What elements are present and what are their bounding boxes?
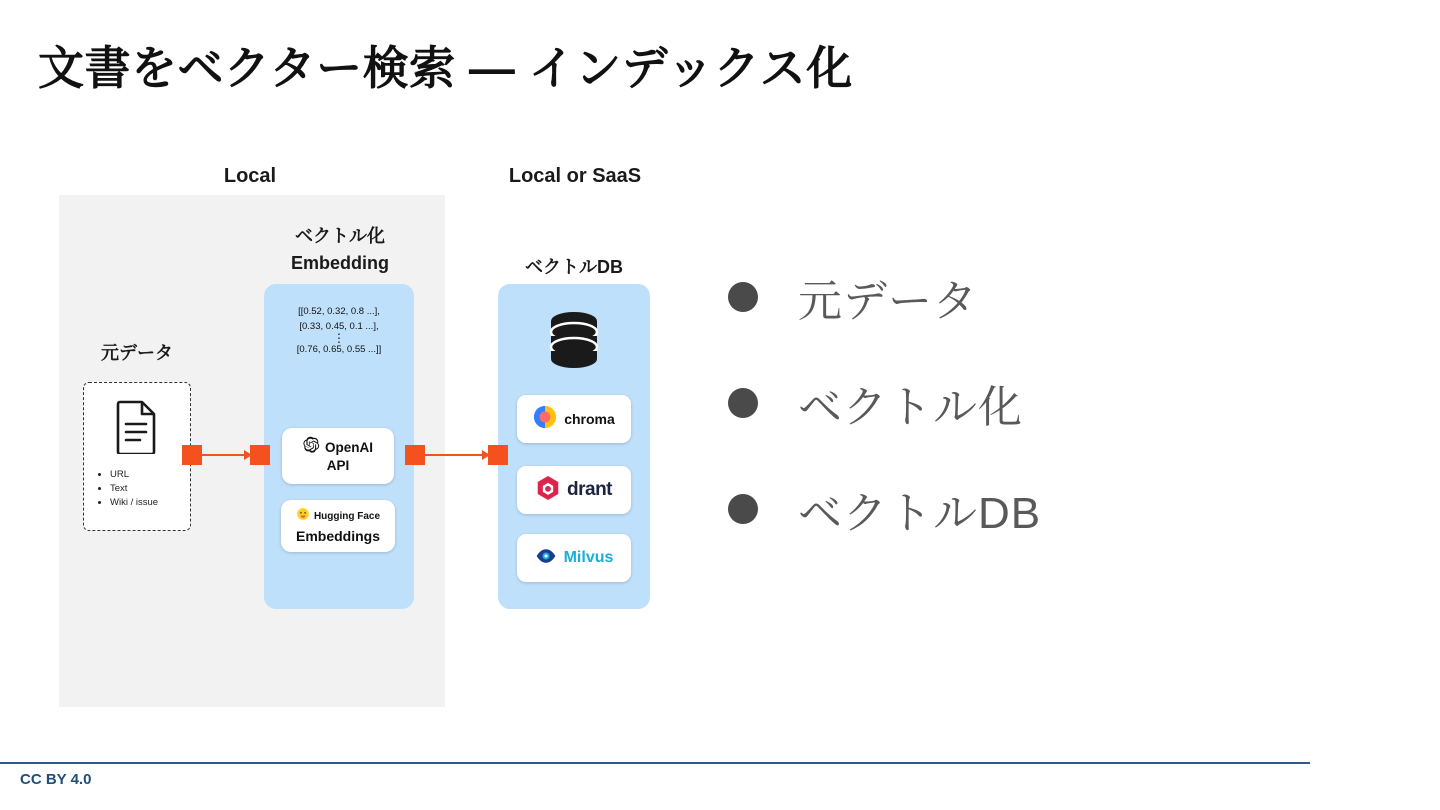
connector-square (405, 445, 425, 465)
license-label: CC BY 4.0 (20, 771, 92, 788)
architecture-diagram (0, 150, 720, 730)
list-item (728, 265, 1378, 329)
vector-line: [[0.52, 0.32, 0.8 ...], (298, 306, 380, 317)
vendor-name-milvus: Milvus (563, 549, 614, 566)
openai-sub: API (326, 458, 350, 473)
source-data-list (96, 468, 158, 510)
vendor-card-chroma[interactable] (517, 395, 631, 443)
list-item: • Text (110, 482, 158, 496)
huggingface-name: Hugging Face (313, 511, 381, 522)
hugging-face-logo-icon (296, 507, 310, 526)
source-data-title: 元データ (101, 343, 173, 363)
bullet-dot-icon (728, 494, 758, 524)
vector-sample-text (264, 305, 414, 358)
database-icon (548, 310, 600, 368)
vendor-card-milvus[interactable] (517, 534, 631, 582)
zone-label-saas: Local or SaaS (508, 165, 642, 187)
bullet-dot-icon (728, 282, 758, 312)
openai-card[interactable] (282, 428, 394, 484)
list-item: • Wiki / issue (110, 496, 158, 510)
list-item: • URL (110, 468, 158, 482)
list-item (728, 371, 1378, 435)
openai-logo-icon (303, 436, 320, 458)
bullet-dot-icon (728, 388, 758, 418)
footer-divider (0, 762, 1310, 764)
chroma-logo-icon (533, 405, 557, 434)
bullet-label: ベクトル化 (798, 383, 1023, 432)
page-title: 文書をベクター検索 — インデックス化 (38, 42, 853, 94)
connector-arrow-line (202, 454, 250, 456)
connector-square (250, 445, 270, 465)
connector-arrow-line (425, 454, 488, 456)
milvus-logo-icon (535, 548, 557, 569)
vendor-card-qdrant[interactable] (517, 466, 631, 514)
bullet-label: 元データ (798, 277, 978, 326)
vector-line: [0.76, 0.65, 0.55 ...]] (296, 344, 382, 355)
vendor-name-qdrant: drant (567, 479, 612, 500)
huggingface-sub: Embeddings (295, 528, 380, 544)
vendor-name-chroma: chroma (564, 411, 615, 427)
connector-square (182, 445, 202, 465)
openai-name: OpenAI (324, 439, 373, 455)
vectordb-title: ベクトルDB (525, 257, 623, 277)
embedding-title-en: Embedding (291, 253, 389, 273)
document-icon (116, 400, 158, 454)
bullet-list (728, 265, 1378, 583)
embedding-title-ja: ベクトル化 (295, 226, 385, 246)
zone-label-local: Local (223, 165, 277, 187)
vector-line: [0.33, 0.45, 0.1 ...], (299, 320, 379, 332)
vector-ellipsis: ⋮ (333, 331, 345, 345)
list-item (728, 477, 1378, 541)
qdrant-logo-icon (536, 475, 560, 506)
bullet-label: ベクトルDB (798, 489, 1042, 538)
huggingface-card[interactable] (281, 500, 395, 552)
connector-square (488, 445, 508, 465)
